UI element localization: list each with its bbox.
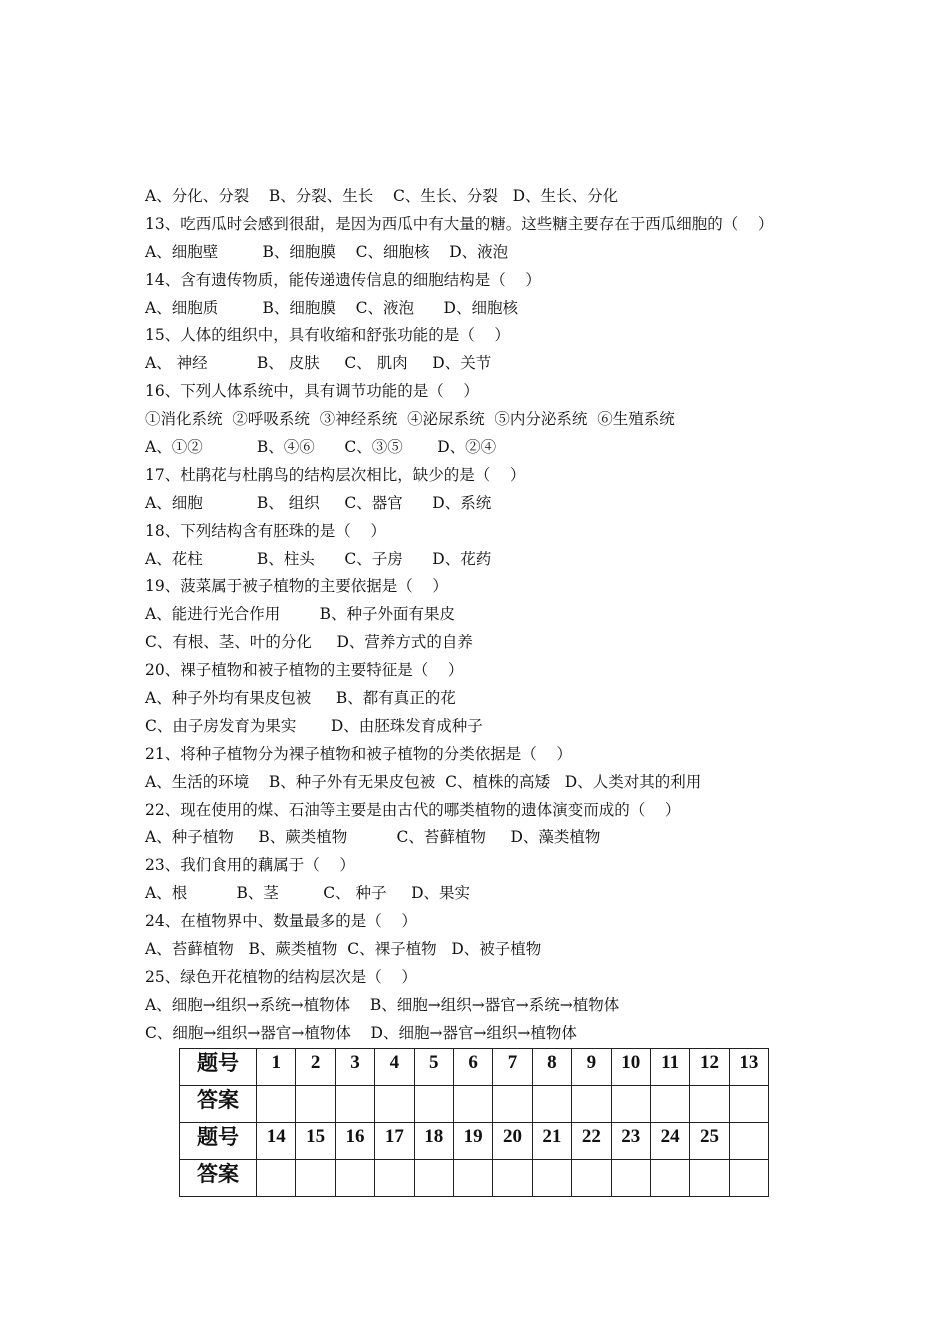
answer-cell[interactable] [572,1086,611,1123]
answer-cell[interactable] [611,1160,650,1197]
question-number-cell: 5 [414,1049,453,1086]
question-number-cell: 21 [532,1123,571,1160]
answer-cell[interactable] [296,1086,335,1123]
answer-cell[interactable] [375,1160,414,1197]
question-number-cell: 3 [335,1049,374,1086]
answer-cell[interactable] [493,1086,532,1123]
answer-label: 答案 [180,1086,257,1123]
answer-options-17: A、细胞 B、 组织 C、器官 D、系统 [145,493,492,512]
question-number-cell: 15 [296,1123,335,1160]
question-16: 16、下列人体系统中，具有调节功能的是（ ） [145,382,479,401]
answer-cell[interactable] [257,1160,296,1197]
question-number-cell: 12 [690,1049,729,1086]
answer-cell[interactable] [414,1086,453,1123]
answer-options-22: A、种子植物 B、蕨类植物 C、苔藓植物 D、藻类植物 [145,828,601,847]
question-number-label: 题号 [180,1123,257,1160]
answer-cell[interactable] [257,1086,296,1123]
question-22: 22、现在使用的煤、石油等主要是由古代的哪类植物的遗体演变而成的（ ） [145,800,681,819]
question-list [145,183,845,1048]
answer-options-20b: C、由子房发育为果实 D、由胚珠发育成种子 [145,716,483,735]
question-number-row [180,1123,769,1160]
answer-options-14: A、细胞质 B、细胞膜 C、液泡 D、细胞核 [145,298,518,317]
answer-cell[interactable] [690,1086,729,1123]
answer-cell[interactable] [572,1160,611,1197]
question-number-cell [729,1123,768,1160]
answer-options-18: A、花柱 B、柱头 C、子房 D、花药 [145,549,492,568]
answer-cell[interactable] [729,1160,768,1197]
question-19: 19、菠菜属于被子植物的主要依据是（ ） [145,577,448,596]
question-number-cell: 9 [572,1049,611,1086]
answer-options-25a: A、细胞→组织→系统→植物体 B、细胞→组织→器官→系统→植物体 [145,995,620,1014]
answer-cell[interactable] [296,1160,335,1197]
question-number-label: 题号 [180,1049,257,1086]
answer-cell[interactable] [611,1086,650,1123]
question-number-cell: 22 [572,1123,611,1160]
question-20: 20、裸子植物和被子植物的主要特征是（ ） [145,661,464,680]
question-number-cell: 1 [257,1049,296,1086]
answer-cell[interactable] [690,1160,729,1197]
answer-options-24: A、苔藓植物 B、蕨类植物 C、裸子植物 D、被子植物 [145,940,542,959]
question-15: 15、人体的组织中，具有收缩和舒张功能的是（ ） [145,326,510,345]
question-13: 13、吃西瓜时会感到很甜，是因为西瓜中有大量的糖。这些糖主要存在于西瓜细胞的（ ） [145,214,774,233]
answer-row [180,1160,769,1197]
answer-options-23: A、根 B、茎 C、 种子 D、果实 [145,884,471,903]
answer-cell[interactable] [650,1086,689,1123]
answer-cell[interactable] [532,1086,571,1123]
question-number-cell: 11 [650,1049,689,1086]
answer-label: 答案 [180,1160,257,1197]
question-24: 24、在植物界中、数量最多的是（ ） [145,912,417,931]
answer-options-21: A、生活的环境 B、种子外有无果皮包被 C、植株的高矮 D、人类对其的利用 [145,772,702,791]
question-number-cell: 25 [690,1123,729,1160]
question-number-cell: 4 [375,1049,414,1086]
answer-cell[interactable] [414,1160,453,1197]
answer-options-19a: A、能进行光合作用 B、种子外面有果皮 [145,605,456,624]
question-number-cell: 18 [414,1123,453,1160]
answer-options-16: A、①② B、④⑥ C、③⑤ D、②④ [145,438,497,457]
question-number-cell: 6 [453,1049,492,1086]
question-number-cell: 13 [729,1049,768,1086]
answer-cell[interactable] [729,1086,768,1123]
question-21: 21、将种子植物分为裸子植物和被子植物的分类依据是（ ） [145,744,572,763]
answer-cell[interactable] [453,1160,492,1197]
question-number-cell: 17 [375,1123,414,1160]
answer-cell[interactable] [335,1086,374,1123]
question-number-cell: 20 [493,1123,532,1160]
answer-row [180,1086,769,1123]
question-14: 14、含有遗传物质，能传递遗传信息的细胞结构是（ ） [145,270,541,289]
question-number-cell: 10 [611,1049,650,1086]
question-25: 25、绿色开花植物的结构层次是（ ） [145,967,417,986]
answer-options-19b: C、有根、茎、叶的分化 D、营养方式的自养 [145,633,473,652]
question-number-cell: 2 [296,1049,335,1086]
question-23: 23、我们食用的藕属于（ ） [145,856,355,875]
answer-cell[interactable] [335,1160,374,1197]
answer-table [179,1048,769,1197]
question-number-cell: 19 [453,1123,492,1160]
question-number-cell: 7 [493,1049,532,1086]
question-16-items: ①消化系统 ②呼吸系统 ③神经系统 ④泌尿系统 ⑤内分泌系统 ⑥生殖系统 [145,410,675,429]
answer-options-25b: C、细胞→组织→器官→植物体 D、细胞→器官→组织→植物体 [145,1023,577,1042]
question-number-cell: 14 [257,1123,296,1160]
question-number-cell: 24 [650,1123,689,1160]
answer-cell[interactable] [375,1086,414,1123]
question-number-cell: 16 [335,1123,374,1160]
question-number-cell: 23 [611,1123,650,1160]
answer-cell[interactable] [532,1160,571,1197]
answer-options-20a: A、种子外均有果皮包被 B、都有真正的花 [145,689,456,708]
question-18: 18、下列结构含有胚珠的是（ ） [145,521,386,540]
question-number-cell: 8 [532,1049,571,1086]
question-17: 17、杜鹃花与杜鹃鸟的结构层次相比，缺少的是（ ） [145,465,526,484]
answer-options-13: A、细胞壁 B、细胞膜 C、细胞核 D、液泡 [145,242,509,261]
answer-cell[interactable] [493,1160,532,1197]
answer-cell[interactable] [453,1086,492,1123]
answer-options-15: A、 神经 B、 皮肤 C、 肌肉 D、关节 [145,354,492,373]
answer-options-12: A、分化、分裂 B、分裂、生长 C、生长、分裂 D、生长、分化 [145,187,619,205]
question-number-row [180,1049,769,1086]
answer-cell[interactable] [650,1160,689,1197]
